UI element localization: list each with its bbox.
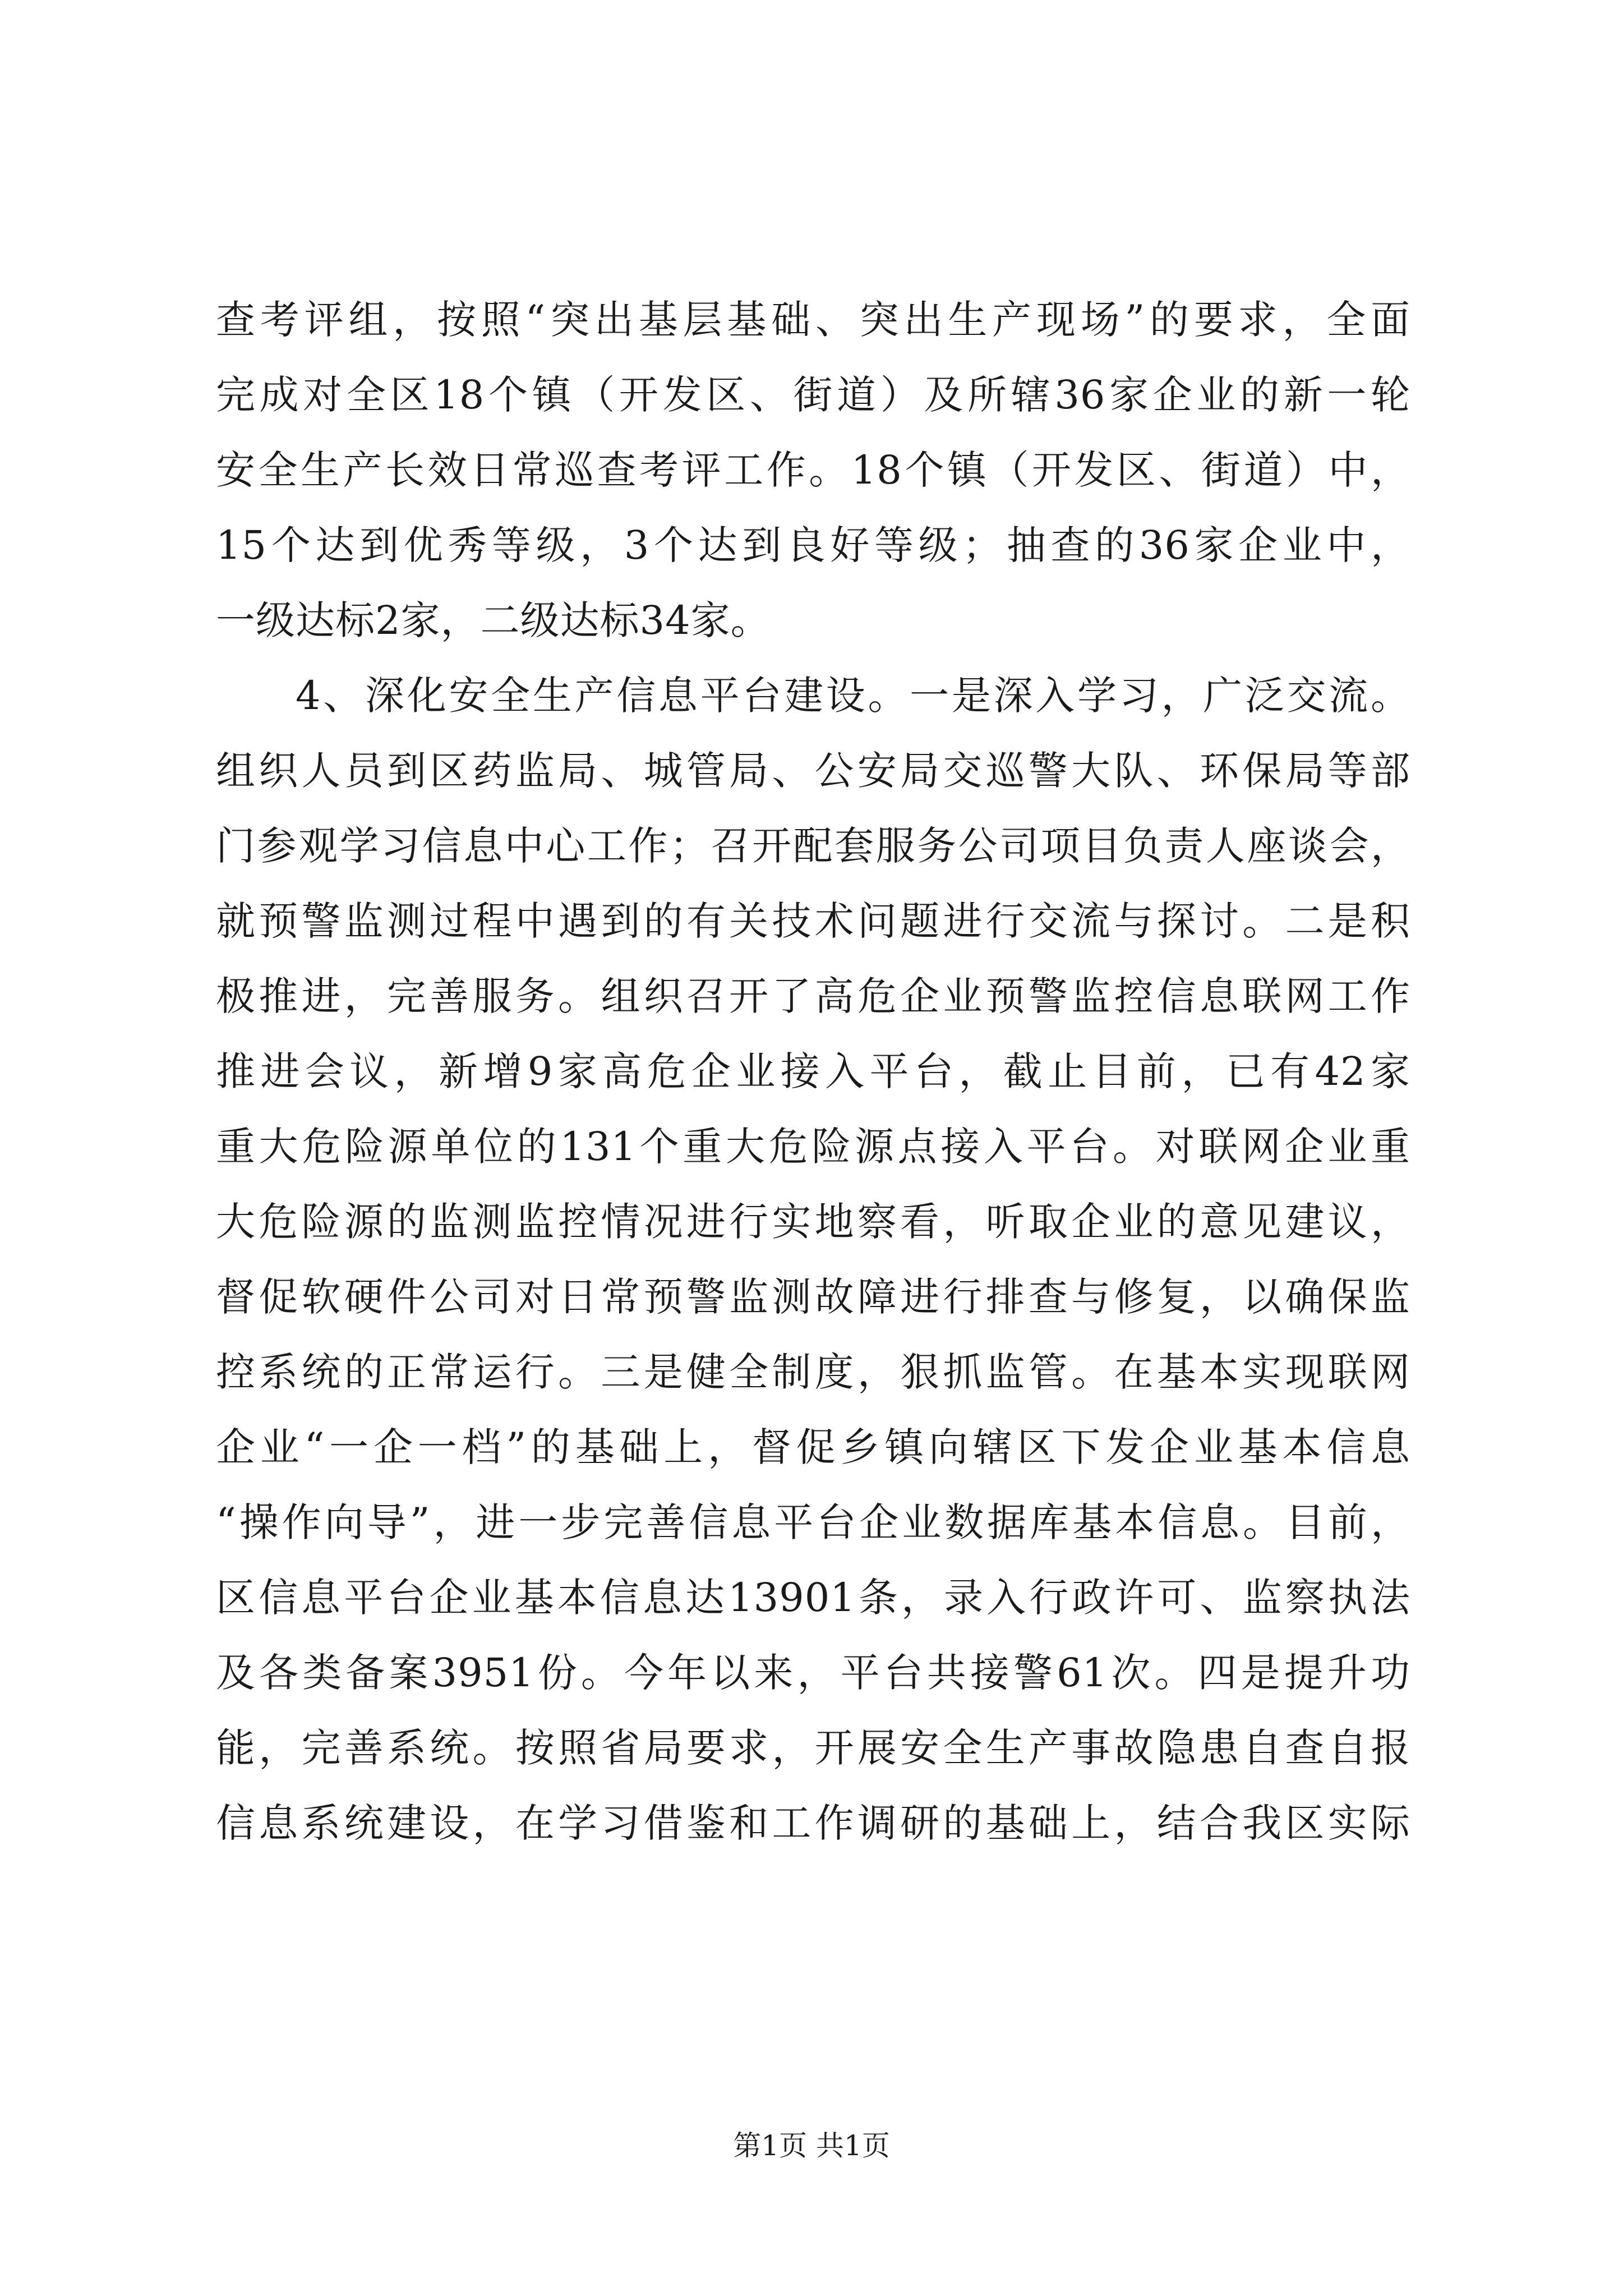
- text-line: 安全生产长效日常巡查考评工作。18个镇（开发区、街道）中，: [216, 447, 1410, 493]
- text-line: 企业“一企一档”的基础上，督促乡镇向辖区下发企业基本信息: [216, 1424, 1410, 1470]
- text-line: 15个达到优秀等级，3个达到良好等级；抽查的36家企业中，: [216, 522, 1410, 568]
- text-line: 能，完善系统。按照省局要求，开展安全生产事故隐患自查自报: [216, 1725, 1410, 1771]
- text-line: 区信息平台企业基本信息达13901条，录入行政许可、监察执法: [216, 1575, 1410, 1621]
- text-line: 重大危险源单位的131个重大危险源点接入平台。对联网企业重: [216, 1124, 1410, 1170]
- text-line: “操作向导”，进一步完善信息平台企业数据库基本信息。目前，: [216, 1499, 1410, 1545]
- text-line: 就预警监测过程中遇到的有关技术问题进行交流与探讨。二是积: [216, 898, 1410, 944]
- text-line: 督促软硬件公司对日常预警监测故障进行排查与修复，以确保监: [216, 1274, 1410, 1320]
- page-number-footer: 第1页 共1页: [733, 2129, 890, 2162]
- text-line: 组织人员到区药监局、城管局、公安局交巡警大队、环保局等部: [216, 748, 1410, 794]
- text-line: 及各类备案3951份。今年以来，平台共接警61次。四是提升功: [216, 1650, 1410, 1696]
- text-line: 信息系统建设，在学习借鉴和工作调研的基础上，结合我区实际: [216, 1800, 1410, 1846]
- text-line: 门参观学习信息中心工作；召开配套服务公司项目负责人座谈会，: [216, 823, 1410, 869]
- text-line: 完成对全区18个镇（开发区、街道）及所辖36家企业的新一轮: [216, 372, 1410, 418]
- text-line: 极推进，完善服务。组织召开了高危企业预警监控信息联网工作: [216, 973, 1410, 1019]
- text-line: 查考评组，按照“突出基层基础、突出生产现场”的要求，全面: [216, 297, 1410, 343]
- text-line: 一级达标2家，二级达标34家。: [216, 597, 771, 643]
- paragraph-start-line: 4、深化安全生产信息平台建设。一是深入学习，广泛交流。: [296, 673, 1410, 719]
- text-line: 推进会议，新增9家高危企业接入平台，截止目前，已有42家: [216, 1048, 1410, 1094]
- text-line: 控系统的正常运行。三是健全制度，狠抓监管。在基本实现联网: [216, 1349, 1410, 1395]
- text-line: 大危险源的监测监控情况进行实地察看，听取企业的意见建议，: [216, 1199, 1410, 1245]
